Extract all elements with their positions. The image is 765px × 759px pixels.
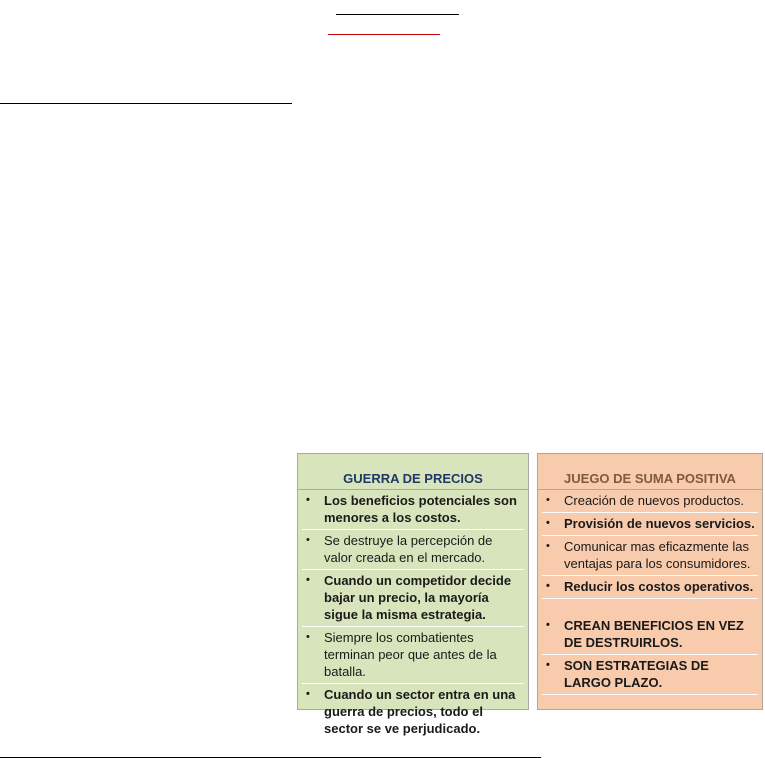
price-war-item: • Siempre los combatientes terminan peor que antes de la batalla. [302,629,524,684]
left-divider [0,103,292,104]
price-war-title: GUERRA DE PRECIOS [298,454,528,490]
price-war-item: • Los beneficios potenciales son menores a los costos. [302,492,524,530]
price-war-item: • Se destruye la percepción de valor creada en el mercado. [302,532,524,570]
list-spacer [538,601,762,615]
positive-sum-item: • Reducir los costos operativos. [542,578,758,599]
price-war-item: • Cuando un competidor decide bajar un precio, la mayoría sigue la misma estrategia. [302,572,524,627]
price-war-list [298,490,528,740]
positive-sum-list [538,490,762,599]
positive-sum-box [537,453,763,710]
positive-sum-title: JUEGO DE SUMA POSITIVA [538,454,762,490]
price-war-item: • Cuando un sector entra en una guerra de precios, todo el sector se ve perjudicado. [302,686,524,740]
top-divider-black [336,14,459,15]
positive-sum-conclusion: • SON ESTRATEGIAS DE LARGO PLAZO. [542,657,758,695]
top-divider-red [328,34,440,35]
positive-sum-item: • Creación de nuevos productos. [542,492,758,513]
positive-sum-conclusion: • CREAN BENEFICIOS EN VEZ DE DESTRUIRLOS. [542,617,758,655]
positive-sum-item: • Provisión de nuevos servicios. [542,515,758,536]
price-war-box [297,453,529,736]
bottom-divider [0,757,541,758]
positive-sum-conclusions [538,615,762,695]
positive-sum-item: • Comunicar mas eficazmente las ventajas para los consumidores. [542,538,758,576]
